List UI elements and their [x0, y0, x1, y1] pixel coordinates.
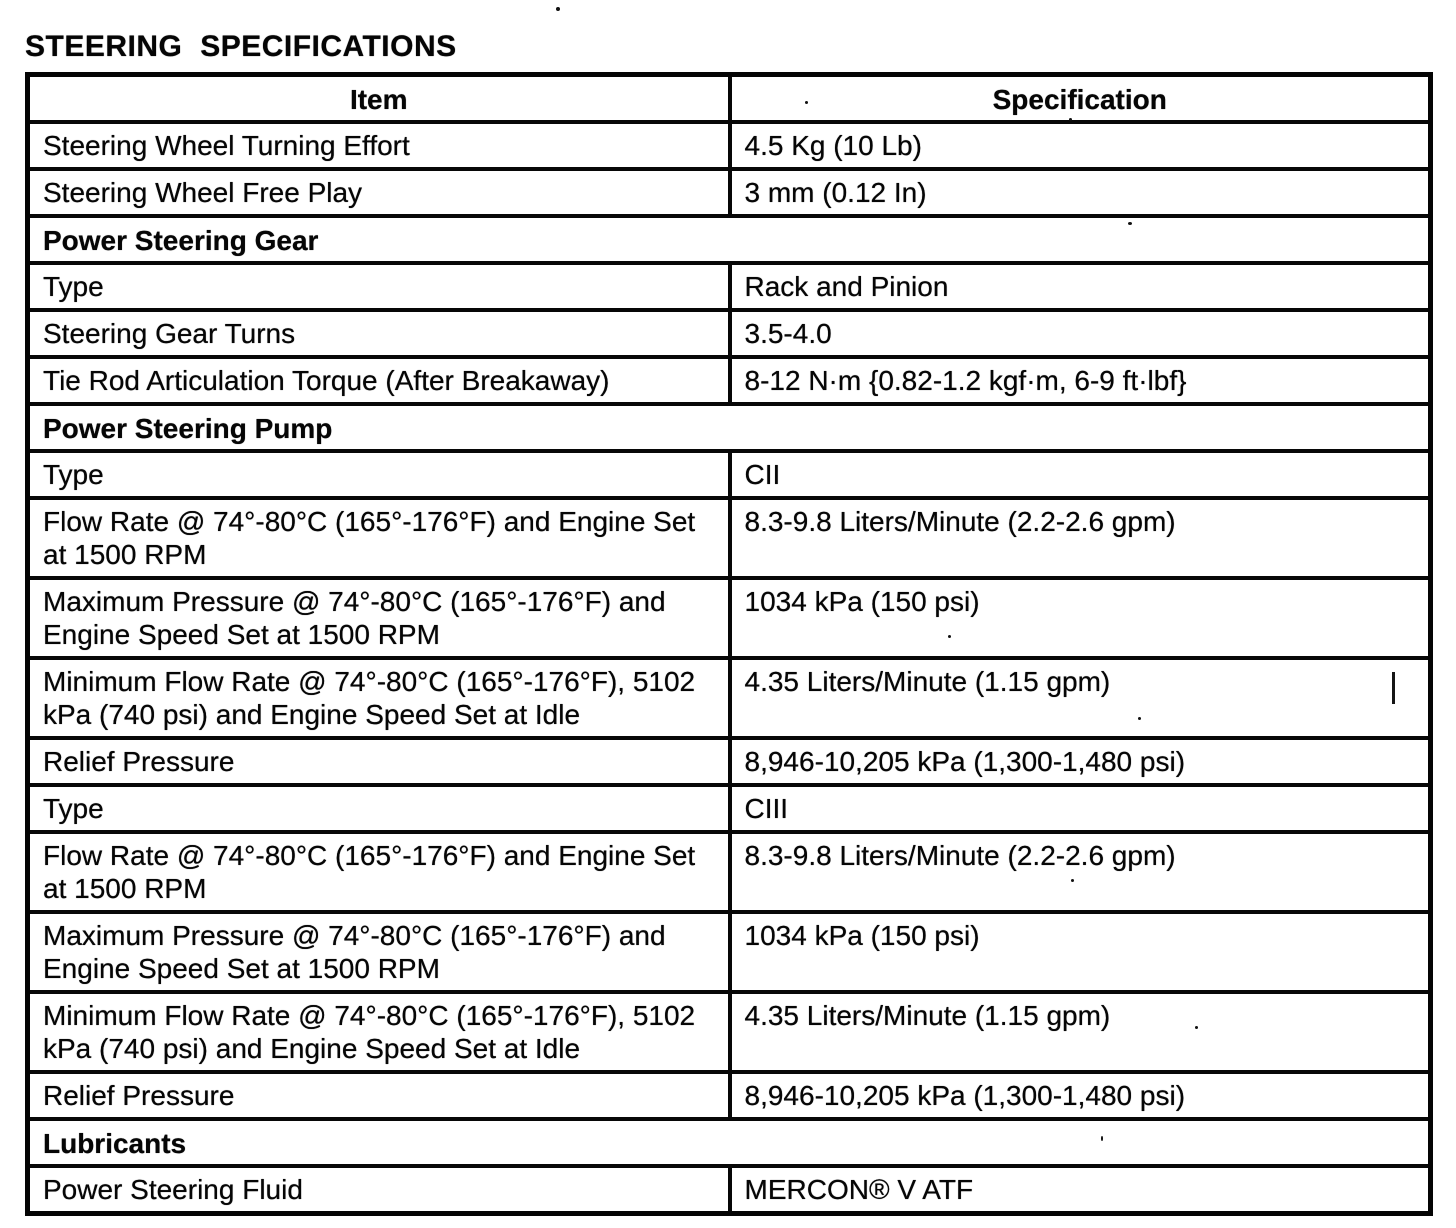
spec-cell: 4.35 Liters/Minute (1.15 gpm): [730, 658, 1431, 738]
section-row: [28, 216, 1431, 263]
spec-cell: MERCON® V ATF: [730, 1166, 1431, 1214]
item-cell: Power Steering Fluid: [28, 1166, 730, 1214]
spec-cell: 3.5-4.0: [730, 310, 1431, 357]
scan-speck: [1195, 1026, 1198, 1029]
item-cell: Steering Wheel Turning Effort: [28, 122, 730, 169]
item-cell: Steering Wheel Free Play: [28, 169, 730, 216]
page-title: STEERING SPECIFICATIONS: [25, 30, 457, 63]
section-header-power-steering-pump: Power Steering Pump: [28, 404, 1431, 451]
table-row: [28, 263, 1431, 310]
header-row: [28, 75, 1431, 123]
spec-cell: CIII: [730, 785, 1431, 832]
scan-speck: [948, 635, 951, 638]
table-row: [28, 1166, 1431, 1214]
spec-cell: 8-12 N·m {0.82-1.2 kgf·m, 6-9 ft·lbf}: [730, 357, 1431, 404]
spec-cell: 1034 kPa (150 psi): [730, 578, 1431, 658]
spec-cell: 8,946-10,205 kPa (1,300-1,480 psi): [730, 1072, 1431, 1119]
item-cell: Maximum Pressure @ 74°-80°C (165°-176°F) and Engine Speed Set at 1500 RPM: [28, 578, 730, 658]
item-cell: Type: [28, 263, 730, 310]
item-cell: Type: [28, 785, 730, 832]
scan-speck: [1069, 118, 1072, 121]
item-cell: Maximum Pressure @ 74°-80°C (165°-176°F) and Engine Speed Set at 1500 RPM: [28, 912, 730, 992]
item-cell: Minimum Flow Rate @ 74°-80°C (165°-176°F), 5102 kPa (740 psi) and Engine Speed Set at Idle: [28, 992, 730, 1072]
section-header-lubricants: Lubricants: [28, 1119, 1431, 1166]
table-row: [28, 1072, 1431, 1119]
steering-specifications-table: [25, 72, 1433, 1216]
table-row: [28, 169, 1431, 216]
item-cell: Flow Rate @ 74°-80°C (165°-176°F) and Engine Set at 1500 RPM: [28, 832, 730, 912]
section-header-power-steering-gear: Power Steering Gear: [28, 216, 1431, 263]
table-row: [28, 912, 1431, 992]
column-header-specification: Specification: [730, 75, 1431, 123]
spec-cell: 8,946-10,205 kPa (1,300-1,480 psi): [730, 738, 1431, 785]
scan-speck: [805, 101, 808, 104]
spec-cell: Rack and Pinion: [730, 263, 1431, 310]
scan-speck: [556, 7, 560, 11]
spec-cell: 1034 kPa (150 psi): [730, 912, 1431, 992]
scan-tick: [1392, 672, 1395, 704]
section-row: [28, 404, 1431, 451]
table-row: [28, 832, 1431, 912]
spec-cell: 4.5 Kg (10 Lb): [730, 122, 1431, 169]
scan-speck: [1071, 879, 1074, 882]
item-cell: Tie Rod Articulation Torque (After Breakaway): [28, 357, 730, 404]
spec-cell: CII: [730, 451, 1431, 498]
item-cell: Flow Rate @ 74°-80°C (165°-176°F) and Engine Set at 1500 RPM: [28, 498, 730, 578]
table-row: [28, 658, 1431, 738]
spec-cell: 3 mm (0.12 In): [730, 169, 1431, 216]
table-row: [28, 992, 1431, 1072]
section-row: [28, 1119, 1431, 1166]
scan-speck: [1128, 222, 1132, 225]
table-row: [28, 357, 1431, 404]
table-row: [28, 310, 1431, 357]
spec-cell: 4.35 Liters/Minute (1.15 gpm): [730, 992, 1431, 1072]
item-cell: Type: [28, 451, 730, 498]
table-row: [28, 578, 1431, 658]
item-cell: Minimum Flow Rate @ 74°-80°C (165°-176°F), 5102 kPa (740 psi) and Engine Speed Set at Idle: [28, 658, 730, 738]
item-cell: Relief Pressure: [28, 1072, 730, 1119]
spec-cell: 8.3-9.8 Liters/Minute (2.2-2.6 gpm): [730, 498, 1431, 578]
table-row: [28, 122, 1431, 169]
table-row: [28, 738, 1431, 785]
spec-cell: 8.3-9.8 Liters/Minute (2.2-2.6 gpm): [730, 832, 1431, 912]
table-row: [28, 451, 1431, 498]
column-header-item: Item: [28, 75, 730, 123]
scan-speck: [1138, 717, 1141, 720]
item-cell: Steering Gear Turns: [28, 310, 730, 357]
table-row: [28, 785, 1431, 832]
scan-speck: [1101, 1136, 1103, 1141]
table-row: [28, 498, 1431, 578]
item-cell: Relief Pressure: [28, 738, 730, 785]
